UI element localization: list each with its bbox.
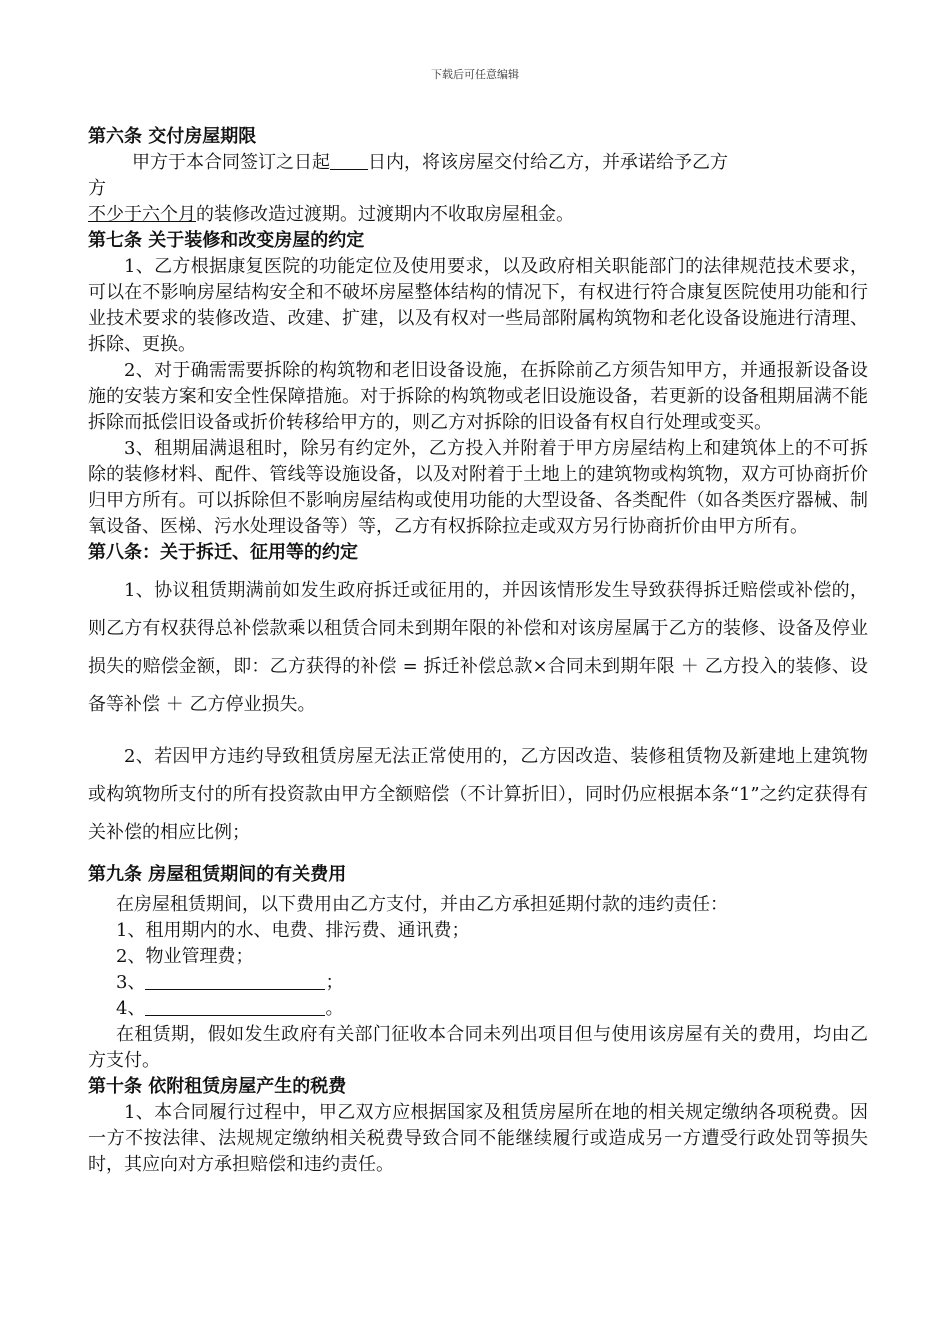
item-4-blank xyxy=(145,999,325,1016)
article-6-text-a: 甲方于本合同签订之日起 xyxy=(132,152,330,173)
article-6-paragraph-1 xyxy=(88,150,868,176)
article-6-text-c: 的装修改造过渡期。过渡期内不收取房屋租金。 xyxy=(196,204,574,225)
days-blank xyxy=(330,153,368,170)
article-7-title: 第七条 关于装修和改变房屋的约定 xyxy=(88,230,365,251)
article-9-title: 第九条 房屋租赁期间的有关费用 xyxy=(88,864,347,885)
article-9-item-3-num: 3、 xyxy=(116,972,146,993)
article-8 xyxy=(88,540,868,852)
article-6-paragraph-2 xyxy=(88,202,868,228)
article-7-item-3: 3、租期届满退租时，除另有约定外，乙方投入并附着于甲方房屋结构上和建筑体上的不可拆除的装修材料、配件、管线等设施设备，以及对附着于土地上的建筑物或构筑物，双方可协商折价归甲方所有。可以拆除但不影响房屋结构或使用功能的大型设备、各类配件（如各类医疗器械、制氧设备、医梯、污水处理设备等）等，乙方有权拆除拉走或双方另行协商折价由甲方所有。 xyxy=(88,438,868,537)
article-8-title: 第八条：关于拆迁、征用等的约定 xyxy=(88,542,358,563)
article-9-item-4 xyxy=(88,996,868,1022)
article-9-item-4-end: 。 xyxy=(325,998,344,1019)
item-3-blank xyxy=(145,973,325,990)
article-6 xyxy=(88,124,868,228)
transition-period-underlined: 不少于六个月 xyxy=(88,204,196,225)
article-8-item-2: 2、若因甲方违约导致租赁房屋无法正常使用的，乙方因改造、装修租赁物及新建地上建筑物或构筑物所支付的所有投资款由甲方全额赔偿（不计算折旧），同时仍应根据本条“1”之约定获得有关补偿的相应比例； xyxy=(88,746,868,843)
article-6-text-b: 日内，将该房屋交付给乙方，并承诺给予乙方 xyxy=(368,152,728,173)
article-9-item-3 xyxy=(88,970,868,996)
article-7-item-2: 2、对于确需需要拆除的构筑物和老旧设备设施，在拆除前乙方须告知甲方，并通报新设备设施的安装方案和安全性保障措施。对于拆除的构筑物或老旧设施设备，若更新的设备租期届满不能拆除而抵偿旧设备或折价转移给甲方的，则乙方对拆除的旧设备有权自行处理或变买。 xyxy=(88,360,868,433)
article-8-item-1: 1、协议租赁期满前如发生政府拆迁或征用的，并因该情形发生导致获得拆迁赔偿或补偿的，则乙方有权获得总补偿款乘以租赁合同未到期年限的补偿和对该房屋属于乙方的装修、设备及停业损失的赔偿金额，即：乙方获得的补偿 = 拆迁补偿总款×合同未到期年限 ＋ 乙方投入的装修、设备等补偿 ＋ 乙方停业损失。 xyxy=(88,580,868,715)
article-6-paragraph-1-cont: 方 xyxy=(88,178,106,199)
article-9-item-4-num: 4、 xyxy=(116,998,146,1019)
article-9-item-3-end: ； xyxy=(325,972,344,993)
article-7 xyxy=(88,228,868,540)
article-9-intro: 在房屋租赁期间，以下费用由乙方支付，并由乙方承担延期付款的违约责任： xyxy=(116,894,728,915)
article-9-item-1: 1、租用期内的水、电费、排污费、通讯费； xyxy=(116,920,470,941)
article-10-title: 第十条 依附租赁房屋产生的税费 xyxy=(88,1076,347,1097)
article-10 xyxy=(88,1074,868,1178)
article-7-item-1: 1、乙方根据康复医院的功能定位及使用要求，以及政府相关职能部门的法律规范技术要求，可以在不影响房屋结构安全和不破坏房屋整体结构的情况下，有权进行符合康复医院使用功能和行业技术要求的装修改造、改建、扩建，以及有权对一些局部附属构筑物和老化设备设施进行清理、拆除、更换。 xyxy=(88,256,868,355)
article-9 xyxy=(88,862,868,1074)
article-6-title: 第六条 交付房屋期限 xyxy=(88,126,257,147)
article-9-item-2: 2、物业管理费； xyxy=(116,946,254,967)
document-body xyxy=(88,124,868,1178)
article-9-tail: 在租赁期，假如发生政府有关部门征收本合同未列出项目但与使用该房屋有关的费用，均由乙方支付。 xyxy=(88,1024,868,1071)
page-header: 下载后可任意编辑 xyxy=(431,68,519,81)
article-10-item-1: 1、本合同履行过程中，甲乙双方应根据国家及租赁房屋所在地的相关规定缴纳各项税费。因一方不按法律、法规规定缴纳相关税费导致合同不能继续履行或造成另一方遭受行政处罚等损失时，其应向对方承担赔偿和违约责任。 xyxy=(88,1102,868,1175)
